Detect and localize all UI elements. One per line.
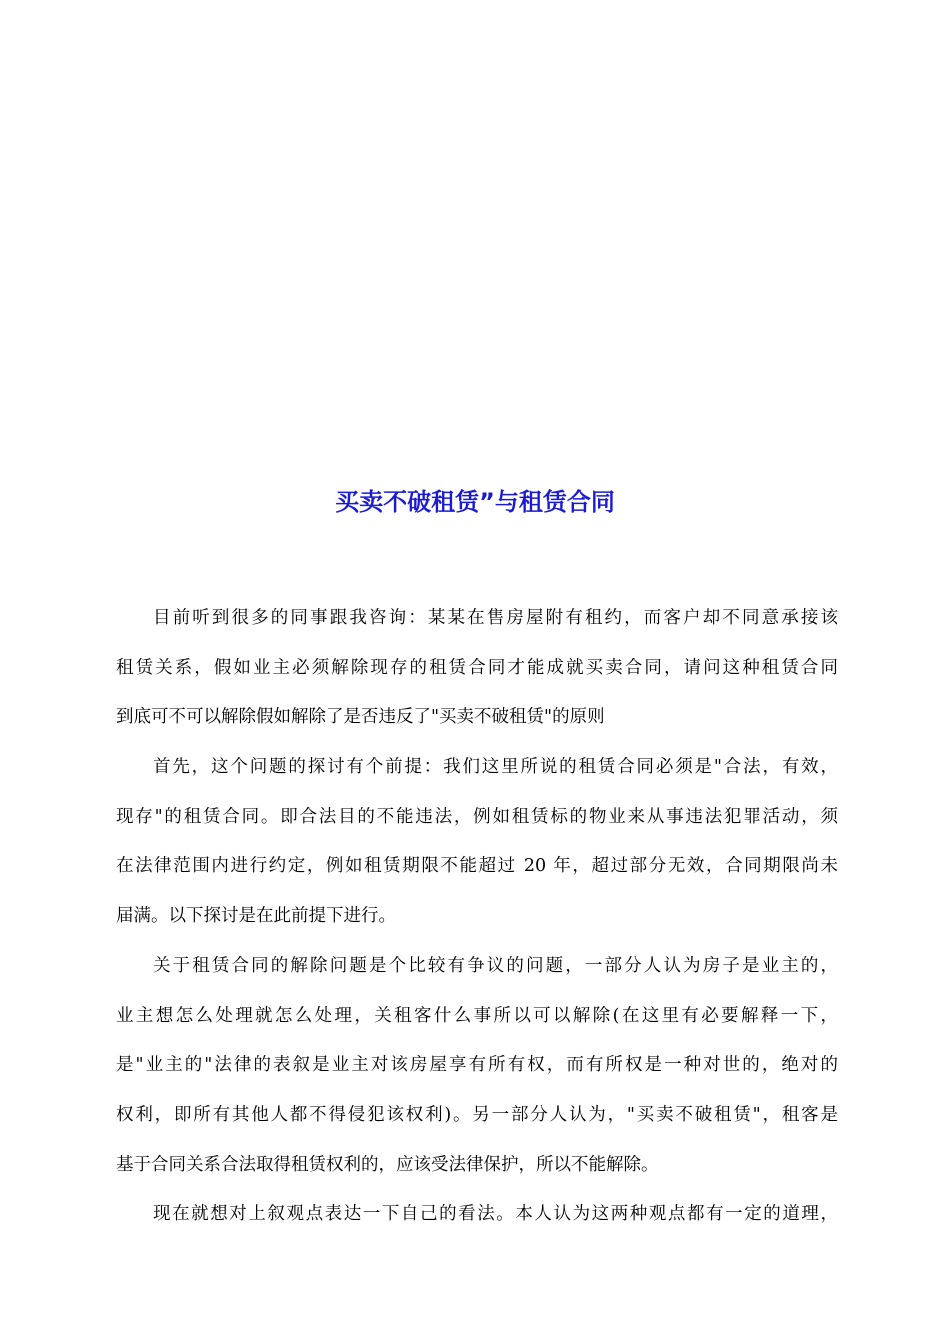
document-title: 买卖不破租赁”与租赁合同 xyxy=(335,488,615,516)
paragraph-line: 现存"的租赁合同。即合法目的不能违法，例如租赁标的物业来从事违法犯罪活动，须 xyxy=(116,806,838,827)
paragraph-line: 到底可不可以解除假如解除了是否违反了"买卖不破租赁"的原则 xyxy=(116,707,605,728)
paragraph-line: 届满。以下探讨是在此前提下进行。 xyxy=(116,906,396,927)
paragraph-line: 首先，这个问题的探讨有个前提：我们这里所说的租赁合同必须是"合法，有效， xyxy=(153,757,838,778)
paragraph-line: 业主想怎么处理就怎么处理，关租客什么事所以可以解除(在这里有必要解释一下， xyxy=(116,1005,838,1026)
paragraph-line: 权利，即所有其他人都不得侵犯该权利)。另一部分人认为，"买卖不破租赁"，租客是 xyxy=(116,1104,838,1125)
paragraph-line: 是"业主的"法律的表叙是业主对该房屋享有所有权，而有所权是一种对世的，绝对的 xyxy=(116,1055,838,1076)
paragraph-line: 租赁关系，假如业主必须解除现存的租赁合同才能成就买卖合同，请问这种租赁合同 xyxy=(116,657,838,678)
paragraph-line: 基于合同关系合法取得租赁权利的，应该受法律保护，所以不能解除。 xyxy=(116,1154,659,1175)
paragraph-line: 在法律范围内进行约定，例如租赁期限不能超过 20 年，超过部分无效，合同期限尚未 xyxy=(116,856,838,877)
document-body xyxy=(116,598,838,1244)
paragraph-line: 现在就想对上叙观点表达一下自己的看法。本人认为这两种观点都有一定的道理， xyxy=(153,1204,838,1225)
paragraph-line: 关于租赁合同的解除问题是个比较有争议的问题，一部分人认为房子是业主的， xyxy=(153,955,838,976)
paragraph-line: 目前听到很多的同事跟我咨询：某某在售房屋附有租约，而客户却不同意承接该 xyxy=(153,608,838,628)
